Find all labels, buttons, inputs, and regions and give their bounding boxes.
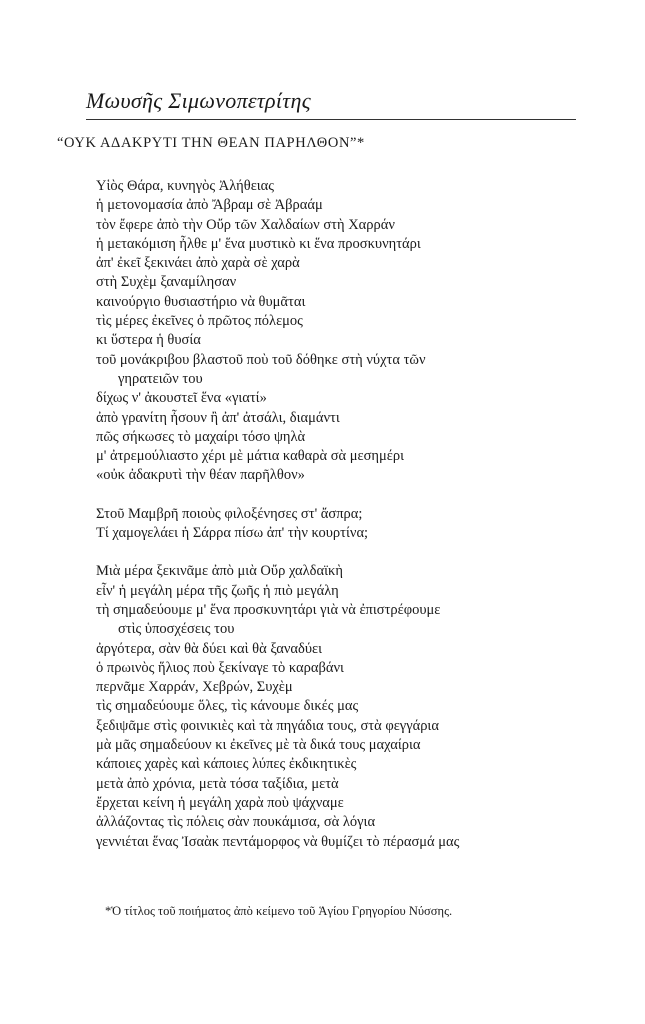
poem-line-continuation: γηρατειῶν του <box>118 370 203 387</box>
running-header-author: Μωυσῆς Σιμωνοπετρίτης <box>86 88 311 113</box>
poem-line: τὶς σημαδεύουμε ὅλες, τὶς κάνουμε δικές μας <box>96 698 359 715</box>
poem-line: Υἱὸς Θάρα, κυνηγὸς Ἀλήθειας <box>96 178 275 194</box>
poem-line: ἀργότερα, σὰν θὰ δύει καὶ θὰ ξαναδύει <box>96 640 323 657</box>
poem-line: τὴ σημαδεύουμε μ' ἕνα προσκυνητάρι γιὰ νὰ ἐπιστρέφουμε <box>96 601 441 618</box>
poem-line: ἀπ' ἐκεῖ ξεκινάει ἀπὸ χαρὰ σὲ χαρὰ <box>96 255 300 272</box>
poem-body <box>96 177 596 871</box>
poem-line: ἡ μετονομασία ἀπὸ Ἄβραμ σὲ Ἀβραάμ <box>96 197 323 214</box>
poem-line: πῶς σήκωσες τὸ μαχαίρι τόσο ψηλὰ <box>96 428 306 445</box>
poem-line-continuation: στὶς ὑποσχέσεις του <box>118 621 235 638</box>
poem-line: ὁ πρωινὸς ἥλιος ποὺ ξεκίναγε τὸ καραβάνι <box>96 659 344 676</box>
stanza-1 <box>96 177 596 486</box>
poem-line: τὸν ἔφερε ἀπὸ τὴν Οὔρ τῶν Χαλδαίων στὴ Χαρράν <box>96 216 395 233</box>
poem-line: τοῦ μονάκριβου βλαστοῦ ποὺ τοῦ δόθηκε στὴ νύχτα τῶν <box>96 351 426 368</box>
poem-line: εἶν' ἡ μεγάλη μέρα τῆς ζωῆς ἡ πιὸ μεγάλη <box>96 582 339 599</box>
stanza-2 <box>96 505 596 544</box>
poem-line: καινούργιο θυσιαστήριο νὰ θυμᾶται <box>96 293 306 310</box>
poem-line: ἔρχεται κείνη ἡ μεγάλη χαρὰ ποὺ ψάχναμε <box>96 794 344 811</box>
poem-line: κι ὕστερα ἡ θυσία <box>96 332 201 349</box>
poem-line: τὶς μέρες ἐκεῖνες ὁ πρῶτος πόλεμος <box>96 313 303 330</box>
poem-title: “ΟΥΚ ΑΔΑΚΡΥΤΙ ΤΗΝ ΘΕΑΝ ΠΑΡΗΛΘΟΝ”* <box>57 135 365 151</box>
poem-line: ἀλλάζοντας τὶς πόλεις σὰν πουκάμισα, σὰ λόγια <box>96 814 376 831</box>
poem-line: περνᾶμε Χαρράν, Χεβρών, Συχὲμ <box>96 679 293 696</box>
poem-line: μ' ἀτρεμούλιαστο χέρι μὲ μάτια καθαρὰ σὰ μεσημέρι <box>96 448 405 465</box>
poem-line: Στοῦ Μαμβρῆ ποιοὺς φιλοξένησες στ' ἄσπρα; <box>96 505 363 522</box>
stanza-3 <box>96 562 596 851</box>
poem-line: γεννιέται ἕνας Ἰσαὰκ πεντάμορφος νὰ θυμίζει τὸ πέρασμά μας <box>96 833 460 850</box>
poem-line: Μιὰ μέρα ξεκινᾶμε ἀπὸ μιὰ Οὔρ χαλδαϊκὴ <box>96 563 343 580</box>
poem-line: ἡ μετακόμιση ἦλθε μ' ἕνα μυστικὸ κι ἕνα προσκυνητάρι <box>96 235 421 252</box>
header-rule <box>86 119 576 120</box>
poem-line: δίχως ν' ἀκουστεῖ ἕνα «γιατί» <box>96 390 267 407</box>
footnote: *Ὁ τίτλος τοῦ ποιήματος ἀπὸ κείμενο τοῦ Ἁγίου Γρηγορίου Νύσσης. <box>105 904 453 918</box>
poem-line: ἀπὸ γρανίτη ἦσουν ἢ ἀπ' ἀτσάλι, διαμάντι <box>96 409 340 426</box>
poem-line: «οὐκ ἀδακρυτὶ τὴν θέαν παρῆλθον» <box>96 467 305 484</box>
poem-line: κάποιες χαρὲς καὶ κάποιες λύπες ἐκδικητικὲς <box>96 756 357 773</box>
poem-line: μετὰ ἀπὸ χρόνια, μετὰ τόσα ταξίδια, μετὰ <box>96 775 339 792</box>
poem-line: Τί χαμογελάει ἡ Σάρρα πίσω ἀπ' τὴν κουρτίνα; <box>96 525 369 542</box>
poem-line: ξεδιψᾶμε στὶς φοινικιὲς καὶ τὰ πηγάδια τους, στὰ φεγγάρια <box>96 717 439 734</box>
poem-line: στὴ Συχὲμ ξαναμίλησαν <box>96 274 237 291</box>
poem-line: μὰ μᾶς σημαδεύουν κι ἐκεῖνες μὲ τὰ δικά τους μαχαίρια <box>96 737 421 754</box>
